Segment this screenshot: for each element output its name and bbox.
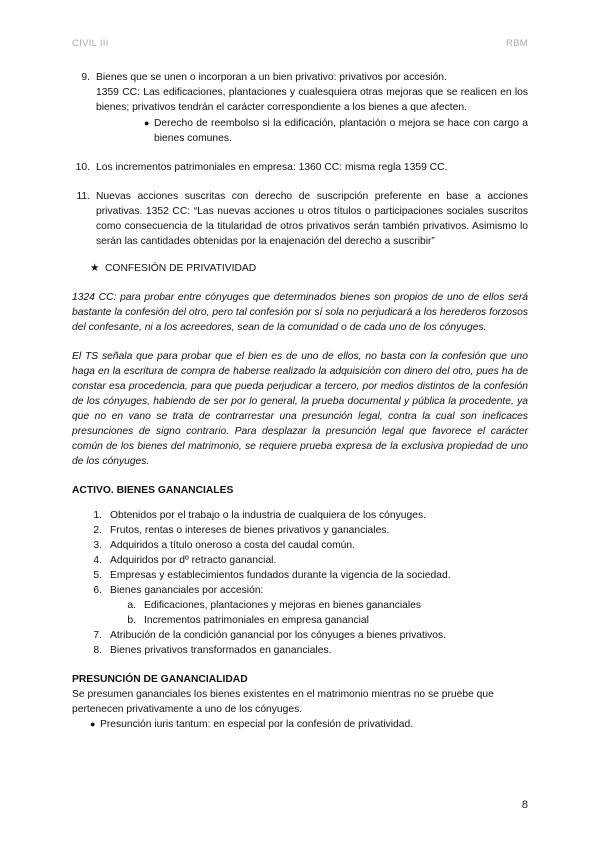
sub-list-text: Edificaciones, plantaciones y mejoras en bienes gananciales [144, 600, 422, 611]
list-number: 2. [93, 525, 102, 536]
item-text: Nuevas acciones suscritas con derecho de suscripción preferente en base a acciones privativas. 1352 CC: “Las nuevas acciones u otros títulos o participaciones sociales suscritos como consecuencia de la titularidad de otros privativos serán también privativos. Asimismo lo serán las cantidades obtenidas por la enajenación del derecho a suscribir” [96, 191, 528, 247]
list-number: 9. [81, 72, 90, 83]
list-item [90, 643, 528, 658]
list-item [90, 508, 528, 523]
list-number: 7. [93, 630, 102, 641]
bullet-dot-icon: ● [144, 118, 150, 128]
list-text: Adquiridos a título oneroso a costa del caudal común. [110, 540, 355, 551]
sub-list-text: Incrementos patrimoniales en empresa ganancial [144, 615, 369, 626]
bullet-text: Presunción iuris tantum: en especial por la confesión de privatividad. [100, 719, 414, 730]
header-right: RBM [505, 38, 528, 49]
list-text: Frutos, rentas o intereses de bienes privativos y gananciales. [110, 525, 390, 536]
sub-list-letter: a. [127, 600, 136, 611]
section-heading-text: CONFESIÓN DE PRIVATIVIDAD [105, 263, 257, 274]
list-text: Atribución de la condición ganancial por los cónyuges a bienes privativos. [110, 630, 446, 641]
list-text: Obtenidos por el trabajo o la industria de cualquiera de los cónyuges. [110, 510, 426, 521]
item-title: Bienes que se unen o incorporan a un bien privativo: privativos por accesión. [96, 72, 447, 83]
sub-list-letter: b. [127, 615, 136, 626]
list-text: Empresas y establecimientos fundados durante la vigencia de la sociedad. [110, 570, 451, 581]
activo-list [90, 508, 528, 658]
confesion-paragraph-2: El TS señala que para probar que el bien es de uno de ellos, no basta con la confesión que uno haga en la escritura de compra de haberse realizado la adquisición con dinero del otro, pues ha de constar esa procedencia, para que pueda perjudicar a tercero, por medios distintos de la confesión de los cónyuges, habiendo de ser por lo general, la prueba documental y pública la procedente, ya que no en vano se trata de contrarrestar una presunción legal, contra la cual son ineficaces presunciones de signo contrario. Para desplazar la presunción legal que favorece el carácter común de los bienes del matrimonio, se requiere prueba expresa de la exclusiva propiedad de uno de los cónyuges. [72, 351, 528, 467]
list-number: 11. [76, 191, 90, 202]
list-item [90, 553, 528, 568]
bullet-text: Derecho de reembolso si la edificación, plantación o mejora se hace con cargo a bienes comunes. [154, 118, 528, 144]
bullet-item [96, 116, 528, 146]
list-number: 10. [75, 162, 90, 173]
star-icon: ★ [90, 263, 100, 274]
list-item-11 [72, 189, 528, 249]
page-number: 8 [521, 799, 528, 811]
item-detail: 1359 CC: Las edificaciones, plantaciones y cualesquiera otras mejoras que se realicen en los bienes; privativos tendrán el carácter correspondiente a los bienes a que afecten. [96, 87, 528, 113]
presuncion-heading: PRESUNCIÓN DE GANANCIALIDAD [72, 674, 248, 685]
header-left: CIVIL III [72, 38, 109, 49]
list-text: Bienes gananciales por accesión: [110, 585, 264, 596]
list-text: Bienes privativos transformados en gananciales. [110, 645, 332, 656]
list-number: 3. [93, 540, 102, 551]
list-item [90, 538, 528, 553]
section-confesion-heading [90, 261, 528, 276]
bullet-dot-icon: ● [90, 719, 96, 729]
list-number: 8. [93, 645, 102, 656]
list-text: Adquiridos por dº retracto ganancial. [110, 555, 277, 566]
item-text: Los incrementos patrimoniales en empresa: 1360 CC: misma regla 1359 CC. [96, 162, 448, 173]
list-item-10 [72, 160, 528, 175]
sub-list-item [90, 613, 528, 628]
list-item [90, 523, 528, 538]
list-item-9 [72, 70, 528, 146]
presuncion-bullet [72, 717, 528, 732]
activo-heading: ACTIVO. BIENES GANANCIALES [72, 485, 234, 496]
list-number: 5. [93, 570, 102, 581]
list-number: 1. [93, 510, 102, 521]
confesion-paragraph-1: 1324 CC: para probar entre cónyuges que determinados bienes son propios de uno de ellos será bastante la confesión del otro, pero tal confesión por sí sola no perjudicará a los herederos forzosos del confesante, ni a los acreedores, sean de la comunidad o de cada uno de los cónyuges. [72, 292, 528, 333]
list-number: 4. [93, 555, 102, 566]
presuncion-text: Se presumen gananciales los bienes existentes en el matrimonio mientras no se pruebe que pertenecen privativamente a uno de los cónyuges. [72, 689, 494, 715]
list-number: 6. [93, 585, 102, 596]
list-item [90, 628, 528, 643]
page-body [72, 70, 528, 732]
list-item [90, 568, 528, 583]
list-item [90, 583, 528, 598]
sub-list-item [90, 598, 528, 613]
